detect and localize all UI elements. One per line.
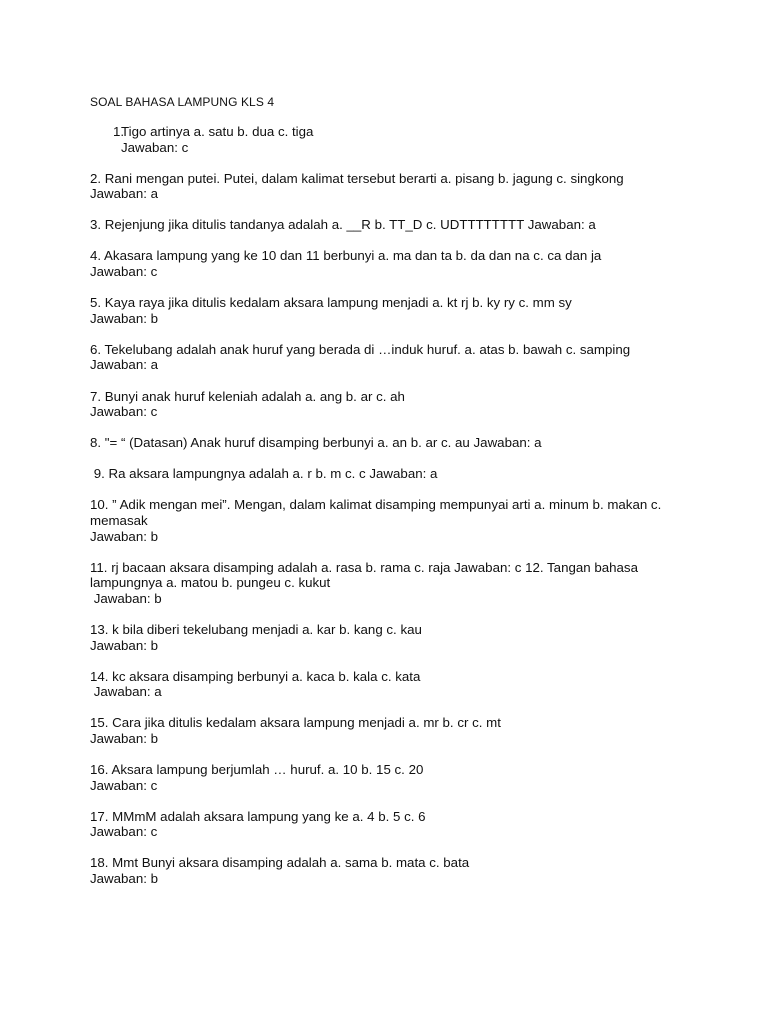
answer-text: Jawaban: c (90, 264, 158, 280)
answer-text: Jawaban: c (90, 777, 158, 793)
question-item (90, 855, 690, 886)
question-item (90, 497, 690, 544)
question-text: 16. Aksara lampung berjumlah … huruf. a. 10 b. 15 c. 20 (90, 762, 424, 778)
question-text: Tigo artinya a. satu b. dua c. tiga (121, 124, 314, 139)
answer-text: Jawaban: b (90, 730, 159, 746)
question-item (90, 715, 690, 746)
document-page (90, 94, 690, 902)
question-item (90, 669, 690, 700)
question-text: 3. Rejenjung jika ditulis tandanya adalah a. __R b. TT_D c. UDTTTTTTTT Jawaban: a (90, 217, 596, 233)
answer-text: Jawaban: b (90, 310, 159, 326)
question-text: 9. Ra aksara lampungnya adalah a. r b. m c. c Jawaban: a (90, 466, 438, 482)
question-text: 15. Cara jika ditulis kedalam aksara lampung menjadi a. mr b. cr c. mt (90, 715, 501, 731)
question-item (90, 809, 690, 840)
answer-text: Jawaban: c (121, 139, 189, 155)
answer-text: Jawaban: a (90, 684, 162, 700)
question-text: 10. ” Adik mengan mei”. Mengan, dalam kalimat disamping mempunyai arti a. minum b. makan c. (90, 497, 662, 513)
question-text: 8. "= “ (Datasan) Anak huruf disamping berbunyi a. an b. ar c. au Jawaban: a (90, 435, 542, 451)
question-item (90, 435, 690, 451)
question-item (90, 622, 690, 653)
answer-text: Jawaban: b (90, 528, 159, 544)
question-item (90, 171, 690, 202)
question-text: 7. Bunyi anak huruf keleniah adalah a. ang b. ar c. ah (90, 388, 405, 404)
question-text: 18. Mmt Bunyi aksara disamping adalah a. sama b. mata c. bata (90, 855, 470, 871)
question-text: 4. Akasara lampung yang ke 10 dan 11 berbunyi a. ma dan ta b. da dan na c. ca dan ja (90, 248, 602, 264)
answer-text: Jawaban: c (90, 824, 158, 840)
question-item (90, 389, 690, 420)
question-text: 17. MMmM adalah aksara lampung yang ke a. 4 b. 5 c. 6 (90, 808, 426, 824)
question-item (90, 217, 690, 233)
question-text: 13. k bila diberi tekelubang menjadi a. kar b. kang c. kau (90, 621, 422, 637)
question-text: 6. Tekelubang adalah anak huruf yang berada di …induk huruf. a. atas b. bawah c. samping (90, 341, 631, 357)
question-item (90, 248, 690, 279)
answer-text: Jawaban: c (90, 404, 158, 420)
question-item (90, 466, 690, 482)
question-text: 2. Rani mengan putei. Putei, dalam kalimat tersebut berarti a. pisang b. jagung c. singkong (90, 170, 624, 186)
answer-text: Jawaban: b (90, 871, 159, 886)
question-text: lampungnya a. matou b. pungeu c. kukut (90, 575, 331, 591)
question-text: 5. Kaya raya jika ditulis kedalam aksara lampung menjadi a. kt rj b. ky ry c. mm sy (90, 295, 572, 311)
answer-text: Jawaban: b (90, 590, 162, 606)
answer-text: Jawaban: b (90, 637, 159, 653)
question-item (90, 762, 690, 793)
question-item (90, 342, 690, 373)
question-text: 11. rj bacaan aksara disamping adalah a. rasa b. rama c. raja Jawaban: c 12. Tangan bahasa (90, 559, 638, 575)
question-1 (90, 124, 690, 155)
answer-text: Jawaban: a (90, 357, 159, 373)
question-item (90, 295, 690, 326)
question-number: 1. (113, 124, 125, 139)
answer-text: Jawaban: a (90, 186, 159, 202)
document-title: SOAL BAHASA LAMPUNG KLS 4 (90, 95, 275, 109)
question-text: 14. kc aksara disamping berbunyi a. kaca b. kala c. kata (90, 668, 421, 684)
question-text: memasak (90, 513, 148, 528)
question-list (90, 171, 690, 887)
question-item (90, 560, 690, 607)
